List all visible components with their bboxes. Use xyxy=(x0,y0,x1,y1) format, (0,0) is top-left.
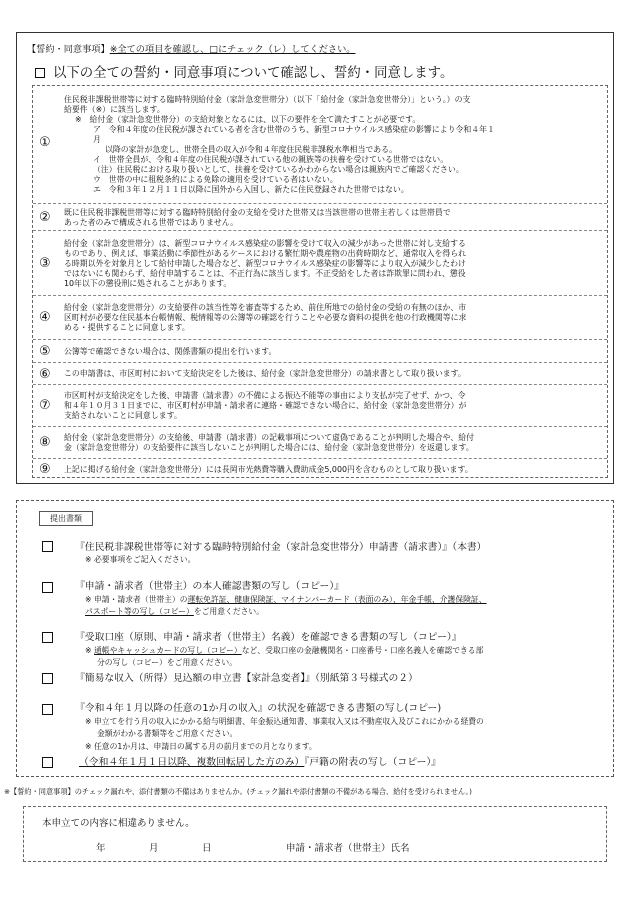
pledge-item-text: 給付金（家計急変世帯分）は、新型コロナウイルス感染症の影響を受けて収入の減少があった世帯に対し支給する xyxy=(64,238,466,248)
doc-note-bank-2: 分の写し（コピー）をご用意ください。 xyxy=(97,658,238,667)
documents-tag: 提出書類 xyxy=(39,511,93,526)
pledge-item-text: る時期以外を対象月として給付申請した場合など、新型コロナウイルス感染症の影響等により収入が減少したわけ xyxy=(64,258,466,268)
pledge-item-text: める・提供することに同意します。 xyxy=(64,323,190,332)
pledge-item-text: （注）住民税における取り扱いとして、扶養を受けているかわからない場合は親族内でご確認ください。 xyxy=(93,164,464,174)
master-consent xyxy=(35,62,453,81)
doc-title-family-register: （令和４年１月１日以降、複数回転居した方のみ）『戸籍の附表の写し（コピー）』 xyxy=(79,757,442,768)
doc-note-application: ※ 必要事項をご記入ください。 xyxy=(85,555,196,564)
pledge-item-number: ⑨ xyxy=(39,462,51,477)
pledge-item-text: イ 世帯全員が、令和４年度の住民税が課されている他の親族等の扶養を受けている世帯ではない。 xyxy=(93,154,449,164)
pledge-item-text: 市区町村が支給決定をした後、申請書（請求書）の不備による振込不能等の事由により支払が完了せず、かつ、令 xyxy=(64,391,466,400)
pledge-item-text: ものであり、例えば、事業活動に季節性があるケースにおける繁忙期や農産物の出荷時期など、通常収入を得られ xyxy=(64,248,467,258)
pledge-item-number: ③ xyxy=(39,256,51,271)
pledge-item-text: 上記に掲げる給付金（家計急変世帯分）には長岡市光熱費等購入費助成金5,000円を含むものとして取り扱います。 xyxy=(64,464,473,474)
date-day-label: 日 xyxy=(202,843,212,854)
doc-checkbox-application[interactable] xyxy=(42,541,53,552)
pledge-item-text: ウ 世帯の中に租税条約による免除の適用を受けている者はいない。 xyxy=(93,174,338,184)
doc-title-income-declaration: 『簡易な収入（所得）見込額の申立書【家計急変者】』（別紙第３号様式の２） xyxy=(75,673,418,684)
pledge-item-text: あった者のみで構成される世帯ではありません。 xyxy=(64,217,238,227)
signer-name-label: 申請・請求者（世帯主）氏名 xyxy=(286,843,410,854)
pledge-item-text: 給付金（家計急変世帯分）の支給要件の該当性等を審査等するため、前住所地での給付金の受給の有無のほか、市 xyxy=(64,303,467,312)
master-consent-label: 以下の全ての誓約・同意事項について確認し、誓約・同意します。 xyxy=(53,66,454,81)
pledge-item-number: ⑥ xyxy=(39,367,51,382)
pledge-header-instruction: ※全ての項目を確認し、□にチェック（レ）してください。 xyxy=(109,44,356,55)
pledge-item xyxy=(33,426,607,459)
doc-note-income-proof-2: 金額がわかる書類等をご用意ください。 xyxy=(97,729,238,738)
pledge-item-text: 10年以下の懲役刑に処されることがあります。 xyxy=(64,278,232,288)
doc-note-id-2: パスポート等の写し（コピー）をご用意ください。 xyxy=(85,607,265,616)
pledge-item-text: 和４年１０月３１日までに、市区町村が申請・請求者に連絡・確認できない場合に、給付金（家計急変世帯分）が xyxy=(64,401,467,410)
confirmation-section xyxy=(23,806,607,862)
doc-note-income-proof-1: ※ 申立てを行う月の収入にかかる給与明細書、年金振込通知書、事業収入又は不動産収入及びこれにかかる経費の xyxy=(85,717,484,726)
doc-note-income-proof-3: ※ 任意の1か月は、申請日の属する月の前月までの月となります。 xyxy=(85,742,317,751)
date-year-label: 年 xyxy=(96,843,106,854)
pledge-item-number: ① xyxy=(39,135,51,150)
pledge-item-text: ア 令和４年度の住民税が課されている者を含む世帯のうち、新型コロナウイルス感染症の影響により令和４年１ xyxy=(93,124,495,134)
doc-checkbox-income-declaration[interactable] xyxy=(42,673,53,684)
doc-note-id-1: ※ 申請・請求者（世帯主）の運転免許証、健康保険証、マイナンバーカード（表面のみ）、年金手帳、介護保険証、 xyxy=(85,595,487,604)
footnote: ※【誓約・同意事項】のチェック漏れや、添付書類の不備はありませんか。(チェック漏れや添付書類の不備がある場合、給付を受けられません。) xyxy=(4,787,472,796)
pledge-item-number: ⑧ xyxy=(39,435,51,450)
pledge-section xyxy=(16,32,614,484)
pledge-item-text: 支給されないことに同意します。 xyxy=(64,411,182,420)
pledge-item xyxy=(33,86,607,203)
pledge-item-text: ※ 給付金（家計急変世帯分）の支給対象となるには、以下の要件を全て満たすことが必要です。 xyxy=(75,114,421,124)
pledge-item-number: ② xyxy=(39,210,51,225)
documents-section xyxy=(16,500,614,777)
pledge-header-prefix: 【誓約・同意事項】 xyxy=(27,44,110,55)
pledge-item-number: ④ xyxy=(39,310,51,325)
pledge-item-text: 給要件（※）に該当します。 xyxy=(64,104,165,114)
doc-checkbox-bank[interactable] xyxy=(42,632,53,643)
doc-title-application: 『住民税非課税世帯等に対する臨時特別給付金（家計急変世帯分）申請書（請求書）』（本書） xyxy=(75,542,487,553)
pledge-item-text: ではないにも関わらず、給付申請することは、不正行為に該当します。不正受給をした者は詐欺罪に問われ、懲役 xyxy=(64,268,466,278)
master-consent-checkbox[interactable] xyxy=(35,68,45,78)
pledge-item-list xyxy=(32,85,608,478)
pledge-item-number: ⑤ xyxy=(39,344,51,359)
doc-title-income-proof: 『令和４年１月以降の任意の1か月の収入』の状況を確認できる書類の写し(コピー) xyxy=(75,703,442,714)
pledge-item-text: 月 xyxy=(93,134,101,144)
pledge-item xyxy=(33,384,607,427)
pledge-item-number: ⑦ xyxy=(39,398,51,413)
pledge-item-text: 給付金（家計急変世帯分）の支給後、申請書（請求書）の記載事項について虚偽であることが判明した場合や、給付 xyxy=(64,433,475,442)
pledge-item-text: 金（家計急変世帯分）の支給要件に該当しないことが判明した場合には、給付金（家計急変世帯分）を返還します。 xyxy=(64,443,474,452)
pledge-item-text: 公簿等で確認できない場合は、関係書類の提出を行います。 xyxy=(64,346,277,356)
pledge-item xyxy=(33,339,607,363)
doc-checkbox-id[interactable] xyxy=(42,582,53,593)
pledge-item xyxy=(33,362,607,385)
pledge-item xyxy=(33,458,607,480)
pledge-item-text: 既に住民税非課税世帯等に対する臨時特別給付金の支給を受けた世帯又は当該世帯の世帯主若しくは世帯員で xyxy=(64,207,451,217)
doc-checkbox-family-register[interactable] xyxy=(42,757,53,768)
doc-checkbox-income-proof[interactable] xyxy=(42,704,53,715)
pledge-item-text: 以降の家計が急変し、世帯全員の収入が令和４年度住民税非課税水準相当である。 xyxy=(105,144,397,154)
pledge-item-text: 住民税非課税世帯等に対する臨時特別給付金（家計急変世帯分）（以下「給付金（家計急変世帯分）」という。）の支 xyxy=(64,94,471,104)
pledge-item-text: エ 令和３年１２月１１日以降に国外から入国し、新たに住民登録された世帯ではない。 xyxy=(93,184,409,194)
doc-title-id: 『申請・請求者（世帯主）の本人確認書類の写し（コピー）』 xyxy=(75,581,345,592)
doc-note-bank-1: ※ 通帳やキャッシュカードの写し（コピー）など、受取口座の金融機関名・口座番号・口座名義人を確認できる部 xyxy=(85,646,484,655)
pledge-item xyxy=(33,295,607,340)
doc-title-bank: 『受取口座（原則、申請・請求者（世帯主）名義）を確認できる書類の写し（コピー）』 xyxy=(75,632,462,643)
pledge-item xyxy=(33,203,607,231)
pledge-item-text: 区町村が必要な住民基本台帳情報、税情報等の公簿等の確認を行うことや必要な資料の提供を他の行政機関等に求 xyxy=(64,313,467,322)
pledge-item-text: この申請書は、市区町村において支給決定をした後は、給付金（家計急変世帯分）の請求書として取り扱います。 xyxy=(64,369,466,378)
pledge-header xyxy=(27,41,355,55)
date-month-label: 月 xyxy=(149,843,159,854)
confirmation-statement: 本申立ての内容に相違ありません。 xyxy=(42,818,195,829)
pledge-item xyxy=(33,230,607,296)
